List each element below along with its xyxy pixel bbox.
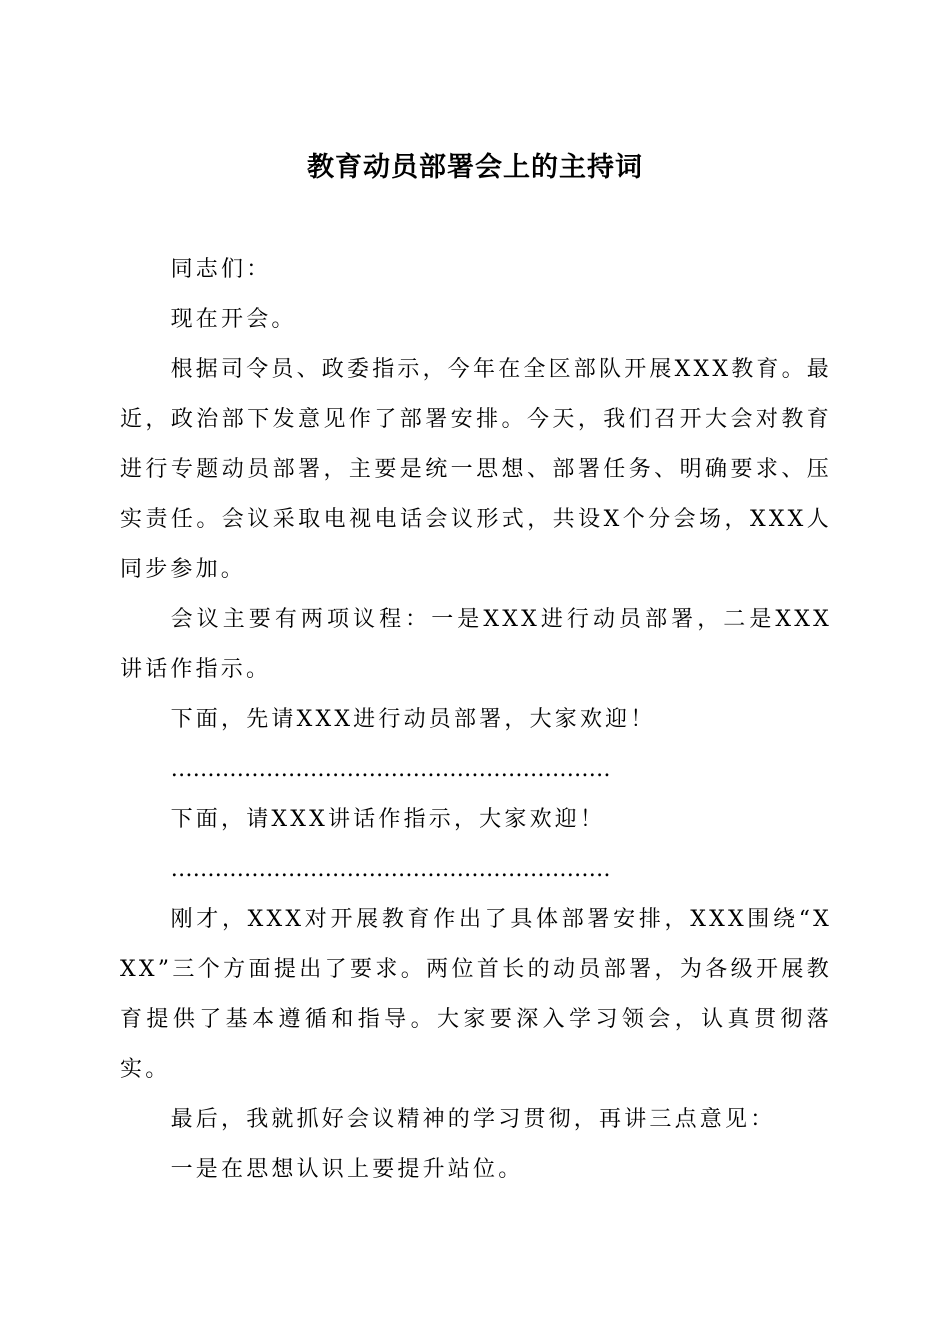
paragraph-agenda: 会议主要有两项议程：一是XXX进行动员部署，二是XXX讲话作指示。 xyxy=(120,607,832,682)
document-title: 教育动员部署会上的主持词 xyxy=(307,152,643,183)
ellipsis-separator: …………………………………………………… xyxy=(170,757,611,782)
paragraph-summary: 刚才，XXX对开展教育作出了具体部署安排，XXX围绕“XXX”三个方面提出了要求。两位首长的动员部署，为各级开展教育提供了基本遵循和指导。大家要深入学习领会，认真贯彻落实。 xyxy=(120,907,832,1082)
document-body xyxy=(120,245,832,1195)
paragraph-point-one: 一是在思想认识上要提升站位。 xyxy=(170,1157,524,1182)
paragraph-first-speaker: 下面，先请XXX进行动员部署，大家欢迎！ xyxy=(170,707,656,732)
ellipsis-separator: …………………………………………………… xyxy=(170,857,611,882)
salutation: 同志们： xyxy=(170,257,272,282)
paragraph-closing-intro: 最后，我就抓好会议精神的学习贯彻，再讲三点意见： xyxy=(170,1107,776,1132)
paragraph-opening: 现在开会。 xyxy=(170,307,297,332)
paragraph-second-speaker: 下面，请XXX讲话作指示，大家欢迎！ xyxy=(170,807,606,832)
paragraph-background: 根据司令员、政委指示，今年在全区部队开展XXX教育。最近，政治部下发意见作了部署安排。今天，我们召开大会对教育进行专题动员部署，主要是统一思想、部署任务、明确要求、压实责任。会议采取电视电话会议形式，共设X个分会场，XXX人同步参加。 xyxy=(120,357,832,582)
